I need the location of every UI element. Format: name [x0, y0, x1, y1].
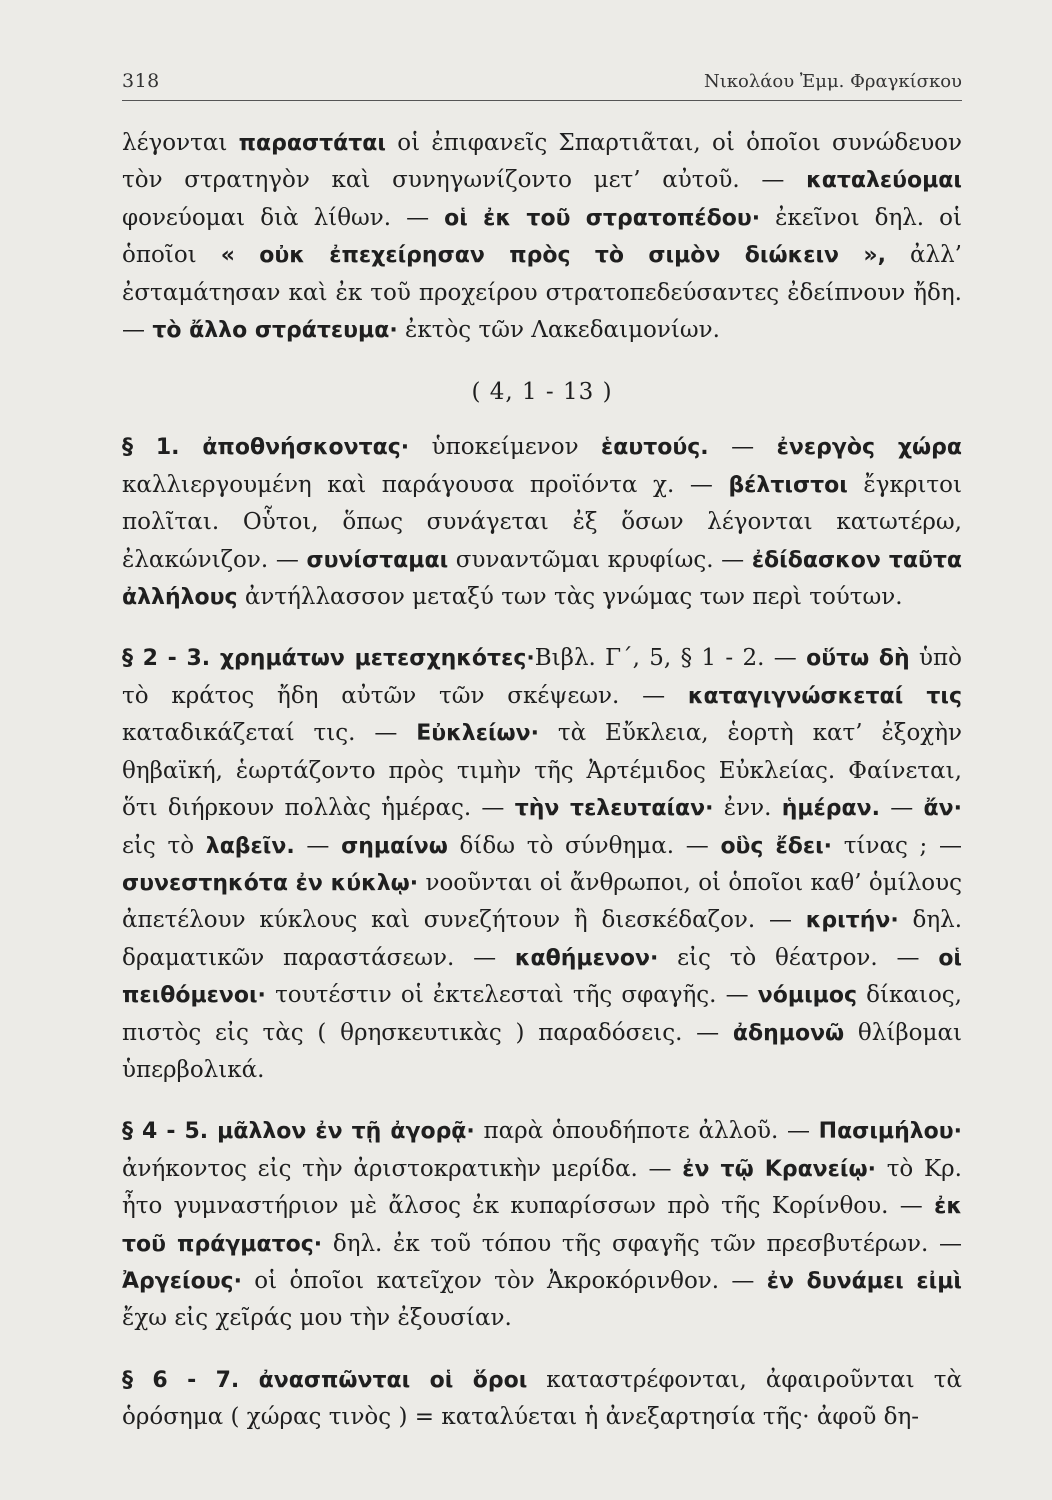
lemma: καθήμενον· — [514, 945, 659, 971]
text: ὑπὸ τὸ κράτος ἤδη αὐτῶν τῶν σκέψεων. — — [122, 645, 963, 709]
text: τὰ Εὔκλεια, ἑορτὴ κατ’ ἐξοχὴν θηβαϊκή, ἑωρτάζοντο πρὸς τιμὴν τῆς Ἀρτέμιδος Εὐκλείας. Φαίνεται, ὅτι διήρκουν πολλὰς ἡμέρας. — — [122, 720, 962, 822]
lemma: ἐν τῷ Κρανείῳ· — [682, 1156, 876, 1182]
lemma: § 2 - 3. χρημάτων μετεσχηκότες· — [122, 646, 535, 672]
paragraph-intro — [122, 125, 962, 349]
lemma: ἐνεργὸς χώρα — [776, 435, 963, 461]
text: Βιβλ. Γ΄, 5, § 1 - 2. — — [534, 645, 807, 672]
text: ἐκεῖνοι δηλ. οἱ ὁποῖοι — [122, 204, 962, 269]
lemma: « οὐκ ἐπεχείρησαν πρὸς τὸ σιμὸν διώκειν », — [220, 243, 886, 269]
lemma: ἡμέραν. — [781, 796, 880, 822]
lemma: τὴν τελευταίαν· — [514, 796, 714, 822]
lemma: οἱ πειθόμενοι· — [122, 945, 962, 1009]
text: ἀντήλλασσον μεταξύ των τὰς γνώμας των περὶ τούτων. — [237, 584, 903, 611]
lemma: ἑαυτούς. — [601, 435, 709, 461]
text: δηλ. δραματικῶν παραστάσεων. — — [122, 907, 963, 971]
lemma: συνίσταμαι — [306, 547, 449, 573]
lemma: ἐδίδασκον ταῦτα ἀλλήλους — [122, 547, 962, 611]
paragraph-section-6-7 — [122, 1362, 962, 1437]
lemma: ἐν δυνάμει εἰμὶ — [766, 1268, 962, 1294]
running-title: Νικολάου Ἐμμ. Φραγκίσκου — [703, 71, 962, 92]
text: οἱ ὁποῖοι κατεῖχον τὸν Ἀκροκόρινθον. — — [241, 1267, 767, 1294]
text: ἀλλ’ ἐσταμάτησαν καὶ ἐκ τοῦ προχείρου στρατοπεδεύσαντες ἐδείπνουν ἤδη. — — [122, 242, 962, 344]
lemma: Ἀργείους· — [122, 1268, 242, 1294]
text: δηλ. ἐκ τοῦ τόπου τῆς σφαγῆς τῶν πρεσβυτέρων. — — [322, 1230, 962, 1257]
lemma: νόμιμος — [757, 983, 857, 1009]
lemma: σημαίνω — [341, 833, 448, 859]
running-header — [122, 70, 962, 101]
lemma: βέλτιστοι — [728, 472, 848, 498]
text: εἰς τὸ — [122, 832, 206, 859]
paragraph-section-2-3 — [122, 640, 962, 1089]
lemma: συνεστηκότα ἐν κύκλῳ· — [122, 870, 419, 896]
lemma: Πασιμήλου· — [818, 1119, 962, 1145]
text: παρὰ ὁπουδήποτε ἀλλοῦ. — — [474, 1118, 819, 1145]
lemma: κριτήν· — [805, 908, 899, 934]
lemma: οἱ ἐκ τοῦ στρατοπέδου· — [444, 205, 761, 231]
paragraph-section-4-5 — [122, 1113, 962, 1337]
text: — — [294, 832, 342, 859]
paragraph-section-1 — [122, 429, 962, 616]
text: τίνας ; — — [832, 832, 962, 859]
text: εἰς τὸ θέατρον. — — [658, 944, 939, 971]
lemma: καταλεύομαι — [806, 168, 962, 194]
text: ἐνν. — [713, 795, 782, 822]
lemma: λαβεῖν. — [205, 833, 295, 859]
lemma: παραστάται — [238, 131, 386, 156]
text: ἐκτὸς τῶν Λακεδαιμονίων. — [397, 317, 720, 344]
lemma: § 1. ἀποθνήσκοντας· — [122, 435, 410, 461]
text: δίκαιος, πιστὸς εἰς τὰς ( θρησκευτικὰς ) παραδόσεις. — — [122, 982, 962, 1046]
text: καταστρέφονται, ἀφαιροῦνται τὰ ὁρόσημα ( χώρας τινὸς ) = καταλύεται ἡ ἀνεξαρτησία τῆς· ἀφοῦ δη- — [122, 1366, 962, 1431]
text: δίδω τὸ σύνθημα. — — [447, 832, 721, 859]
text: συναντῶμαι κρυφίως. — — [448, 546, 752, 573]
text: ἔχω εἰς χεῖράς μου τὴν ἐξουσίαν. — [122, 1305, 512, 1332]
text: καλλιεργουμένη καὶ παράγουσα προϊόντα χ. — — [122, 471, 729, 498]
lemma: § 6 - 7. ἀνασπῶνται οἱ ὅροι — [122, 1367, 528, 1393]
lemma: τὸ ἄλλο στράτευμα· — [152, 318, 398, 344]
text: τουτέστιν οἱ ἐκτελεσταὶ τῆς σφαγῆς. — — [265, 982, 758, 1009]
text: θλίβομαι ὑπερβολικά. — [122, 1019, 962, 1083]
text: φονεύομαι διὰ λίθων. — — [122, 204, 445, 231]
text: — — [708, 434, 777, 461]
text: ἔγκριτοι πολῖται. Οὗτοι, ὅπως συνάγεται ἐξ ὅσων λέγονται κατωτέρω, ἐλακώνιζον. — — [122, 471, 962, 573]
lemma: ἀδημονῶ — [732, 1020, 845, 1046]
text: λέγονται — [122, 130, 239, 156]
text: ἀνήκοντος εἰς τὴν ἀριστοκρατικὴν μερίδα. — — [122, 1155, 683, 1182]
lemma: Εὐκλείων· — [416, 721, 539, 747]
lemma: οὕτω δὴ — [806, 646, 910, 672]
lemma: καταγιγνώσκεταί τις — [687, 683, 962, 709]
page-number: 318 — [122, 70, 160, 92]
lemma: ἄν· — [923, 796, 963, 822]
text: οἱ ἐπιφανεῖς Σπαρτιᾶται, οἱ ὁποῖοι συνώδευον τὸν στρατηγὸν καὶ συνηγωνίζοντο μετ’ αὐτοῦ. — — [122, 130, 962, 194]
text: νοοῦνται οἱ ἄνθρωποι, οἱ ὁποῖοι καθ’ ὁμίλους ἀπετέλουν κύκλους καὶ συνεζήτουν ἢ διεσκέδαζον. — — [122, 869, 962, 934]
text: καταδικάζεταί τις. — — [122, 720, 417, 747]
lemma: οὓς ἔδει· — [720, 833, 833, 859]
section-reference: ( 4, 1 - 13 ) — [471, 379, 613, 406]
text: — — [880, 795, 924, 822]
text: ὑποκείμενον — [409, 434, 602, 461]
text: τὸ Κρ. ἦτο γυμναστήριον μὲ ἄλσος ἐκ κυπαρίσσων πρὸ τῆς Κορίνθου. — — [122, 1155, 962, 1220]
lemma: § 4 - 5. μᾶλλον ἐν τῇ ἀγορᾷ· — [122, 1119, 475, 1145]
lemma: ἐκ τοῦ πράγματος· — [122, 1194, 962, 1257]
